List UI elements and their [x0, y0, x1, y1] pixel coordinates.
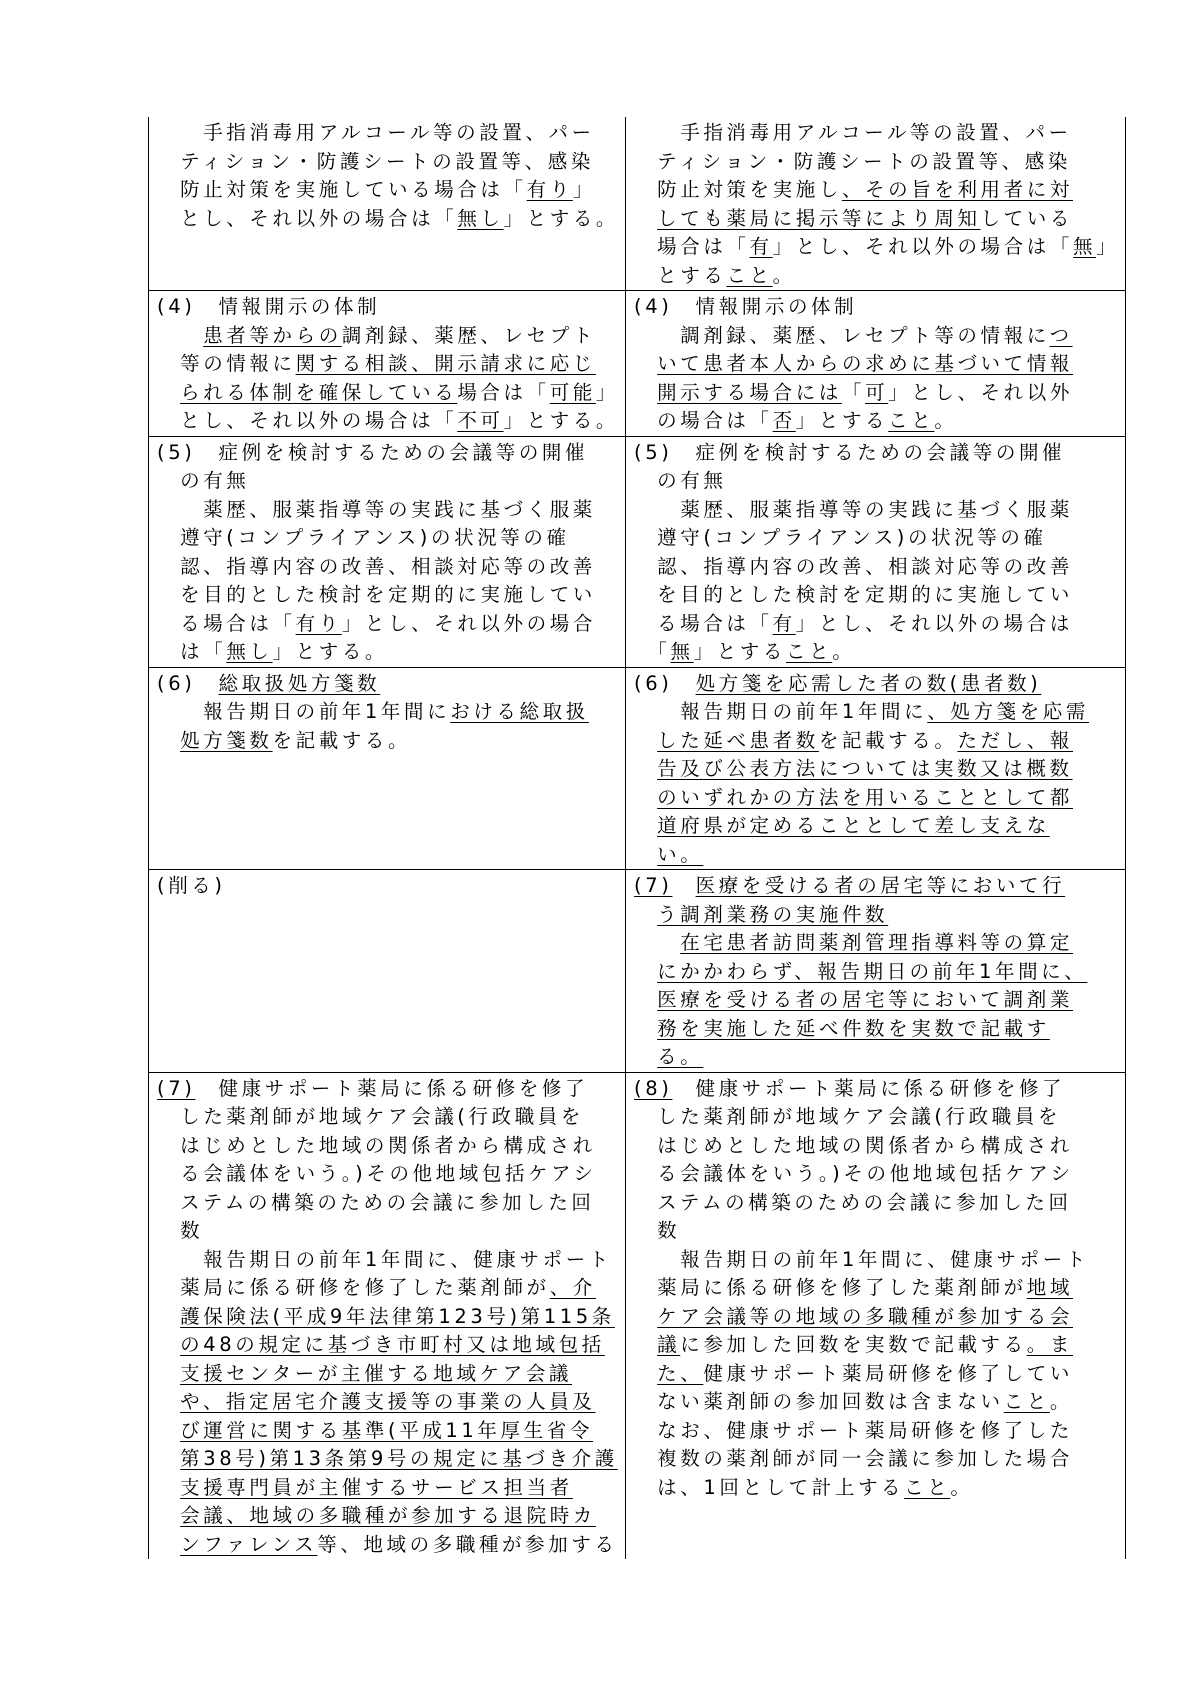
amended-text: こと	[786, 640, 833, 663]
amended-text: 有	[749, 235, 773, 258]
amended-text: た、	[657, 1361, 704, 1385]
text-segment: 防止対策を実施している場合は「	[157, 178, 527, 201]
text-segment	[157, 729, 180, 752]
text-segment: る会議体をいう。)その他地域包括ケアシ	[634, 1162, 1074, 1185]
text-segment: 」とする	[693, 640, 786, 663]
new-text-cell	[626, 1072, 1126, 1559]
amended-text: る。	[657, 1045, 704, 1068]
text-line	[634, 350, 1119, 379]
text-segment	[634, 757, 657, 780]
text-segment	[634, 1305, 657, 1328]
text-line	[634, 176, 1119, 205]
text-line	[634, 1075, 1119, 1104]
text-line	[157, 698, 619, 727]
text-segment: 防止対策を実施し	[634, 178, 842, 201]
text-segment: の有無	[157, 469, 250, 492]
amended-text: 有り	[526, 178, 573, 201]
text-line	[634, 1417, 1119, 1446]
text-segment: 」とする	[795, 409, 889, 432]
text-line	[157, 610, 619, 639]
text-line	[634, 1274, 1119, 1303]
amended-text: 。ま	[1026, 1333, 1073, 1356]
text-line	[157, 872, 619, 901]
text-segment	[634, 1333, 657, 1356]
text-segment	[157, 324, 203, 347]
text-line	[634, 841, 1119, 870]
amended-text: ケア会議等の地域の多職種が参加する会	[657, 1304, 1073, 1328]
text-segment: 手指消毒用アルコール等の設置、パー	[634, 121, 1072, 144]
text-line	[157, 1474, 619, 1503]
text-line	[157, 670, 619, 699]
text-line	[634, 581, 1119, 610]
table-row	[149, 1072, 1126, 1559]
amended-text: 告及び公表方法については実数又は概数	[657, 757, 1073, 780]
old-text-cell	[149, 667, 626, 870]
text-segment: 調剤録、薬歴、レセプト等の情報に	[634, 323, 1050, 347]
amended-text: ンファレンス	[180, 1532, 318, 1556]
text-line	[634, 812, 1119, 841]
text-line	[634, 1160, 1119, 1189]
text-segment	[634, 814, 657, 837]
amended-text: 道府県が定めることとして差し支えな	[657, 814, 1050, 837]
text-segment: 」	[572, 178, 596, 201]
text-line	[634, 727, 1119, 756]
text-segment: 健康サポート薬局に係る研修を修了	[195, 1076, 589, 1100]
amended-text: 地域	[1026, 1276, 1073, 1299]
text-line	[157, 581, 619, 610]
text-segment: 薬局に係る研修を修了した薬剤師が	[634, 1276, 1027, 1299]
text-line	[157, 439, 619, 468]
text-segment: 」とし、それ以外の場合は	[795, 611, 1073, 635]
text-segment: を目的とした検討を定期的に実施してい	[157, 583, 596, 606]
amended-text: 支援センターが主催する地域ケア会議	[180, 1361, 573, 1385]
text-line	[634, 1331, 1119, 1360]
text-line	[157, 350, 619, 379]
text-segment: 等、地域の多職種が参加する	[317, 1532, 618, 1556]
text-line	[634, 610, 1119, 639]
table-row	[149, 291, 1126, 437]
text-segment: 等の情報に	[157, 352, 296, 375]
text-line	[634, 1043, 1119, 1072]
amended-text: 無	[1072, 235, 1097, 258]
amended-text: 務を実施した延べ件数を実数で記載す	[657, 1016, 1050, 1040]
amended-text: や、指定居宅介護支援等の事業の人員及	[180, 1390, 596, 1413]
text-segment: (6)	[157, 671, 219, 695]
text-line	[634, 755, 1119, 784]
text-line	[634, 1217, 1119, 1246]
amended-text: した延べ患者数	[657, 728, 819, 752]
amended-text: 可能	[549, 380, 596, 404]
text-segment: した薬剤師が地域ケア会議(行政職員を	[634, 1105, 1062, 1128]
old-text-cell	[149, 291, 626, 437]
amended-text: 有り	[295, 611, 342, 635]
text-segment: 」とする。	[503, 206, 620, 230]
amended-text: 、介	[549, 1276, 596, 1299]
text-line	[634, 638, 1119, 667]
amended-text: にかかわらず、報告期日の前年1年間に、	[657, 959, 1088, 983]
text-segment: 報告期日の前年1年間に	[157, 700, 451, 723]
text-segment: は「	[157, 640, 227, 663]
text-segment: 。	[934, 409, 958, 432]
text-line	[157, 407, 619, 436]
text-segment	[634, 1045, 657, 1068]
text-line	[157, 1274, 619, 1303]
new-text-cell	[626, 291, 1126, 437]
amended-text: 、処方箋を応需	[927, 700, 1089, 723]
amended-text: う調剤業務の実施件数	[657, 902, 889, 926]
text-line	[634, 1388, 1119, 1417]
text-segment: 。	[1049, 1390, 1073, 1413]
text-segment: 認、指導内容の改善、相談対応等の改善	[157, 554, 596, 578]
amended-text: ただし、報	[957, 728, 1073, 752]
text-line	[157, 1502, 619, 1531]
amended-text: 無	[670, 640, 694, 663]
text-line	[157, 1217, 619, 1246]
text-segment	[634, 1362, 657, 1385]
text-segment	[157, 1447, 180, 1470]
amended-text: 支援専門員が主催するサービス担当者	[180, 1475, 573, 1499]
text-segment: 薬歴、服薬指導等の実践に基づく服薬	[157, 497, 596, 521]
text-segment: を記載する。	[818, 728, 958, 752]
text-line	[634, 233, 1119, 262]
text-segment: 。	[832, 640, 856, 663]
table-row	[149, 436, 1126, 667]
text-segment: 」とする。	[272, 640, 389, 663]
amended-text: (8)	[634, 1076, 673, 1100]
amended-text: こと	[904, 1475, 951, 1499]
text-line	[634, 1360, 1119, 1389]
text-line	[634, 958, 1119, 987]
amended-text: 、その旨を利用者に対	[841, 178, 1073, 201]
text-line	[634, 901, 1119, 930]
amended-text: おける総取扱	[450, 700, 589, 723]
text-segment: 報告期日の前年1年間に、健康サポート	[634, 1247, 1089, 1271]
text-line	[634, 467, 1119, 496]
text-segment: 薬歴、服薬指導等の実践に基づく服薬	[634, 497, 1073, 521]
text-line	[157, 119, 619, 148]
text-segment: の場合は「	[634, 409, 773, 432]
text-segment	[157, 1333, 180, 1356]
old-text-cell	[149, 436, 626, 667]
amended-text: 処方箋数	[180, 728, 273, 752]
amended-text: 会議、地域の多職種が参加する退院時カ	[180, 1504, 596, 1527]
text-segment: 数	[634, 1219, 681, 1242]
text-segment: (削る)	[157, 874, 226, 897]
text-segment: 薬局に係る研修を修了した薬剤師が	[157, 1276, 550, 1299]
text-line	[157, 496, 619, 525]
text-line	[157, 1132, 619, 1161]
text-segment: している	[980, 206, 1073, 230]
amended-text: 可	[865, 380, 889, 404]
old-text-cell	[149, 870, 626, 1073]
text-segment: を記載する。	[272, 728, 412, 752]
text-line	[157, 293, 619, 322]
amended-text: (7)	[157, 1076, 196, 1100]
amended-text: 第38号)第13条第9号の規定に基づき介護	[180, 1447, 618, 1470]
text-segment: る場合は「	[157, 611, 296, 635]
text-line	[634, 1445, 1119, 1474]
text-segment	[157, 1533, 180, 1556]
new-text-cell	[626, 667, 1126, 870]
text-line	[634, 205, 1119, 234]
text-line	[157, 322, 619, 351]
table-row	[149, 667, 1126, 870]
amended-text: 無し	[457, 206, 504, 230]
amended-text: 不可	[457, 409, 504, 432]
text-line	[157, 1189, 619, 1218]
amended-text: 有	[772, 611, 796, 635]
text-segment	[634, 786, 657, 809]
table-row	[149, 117, 1126, 291]
text-line	[157, 1417, 619, 1446]
amended-text: 患者等からの	[203, 323, 342, 347]
text-segment: (4) 情報開示の体制	[634, 295, 858, 318]
text-segment: ない薬剤師の参加回数は含まない	[634, 1390, 1004, 1413]
text-segment: る場合は「	[634, 611, 773, 635]
text-line	[634, 407, 1119, 436]
text-segment	[157, 1362, 180, 1385]
text-line	[157, 1445, 619, 1474]
text-segment: 。	[772, 263, 796, 287]
text-segment: に参加した回数を実数で記載する	[680, 1333, 1027, 1356]
text-segment: (5) 症例を検討するための会議等の開催	[634, 440, 1066, 464]
text-line	[157, 1303, 619, 1332]
text-segment: を目的とした検討を定期的に実施してい	[634, 583, 1073, 606]
text-line	[634, 1132, 1119, 1161]
text-segment	[634, 843, 657, 866]
text-segment: ステムの構築のための会議に参加した回	[634, 1190, 1072, 1214]
old-text-cell	[149, 1072, 626, 1559]
text-segment: とする	[634, 263, 727, 287]
text-line	[634, 293, 1119, 322]
text-line	[634, 379, 1119, 408]
text-line	[634, 698, 1119, 727]
text-segment: ステムの構築のための会議に参加した回	[157, 1190, 595, 1214]
text-line	[157, 1160, 619, 1189]
text-segment	[634, 729, 657, 752]
amended-text: 無し	[226, 640, 273, 663]
text-line	[634, 496, 1119, 525]
amended-text: られる体制を確保している	[180, 380, 458, 404]
text-segment	[157, 1305, 180, 1328]
text-line	[157, 1331, 619, 1360]
table-row	[149, 870, 1126, 1073]
text-segment: 複数の薬剤師が同一会議に参加した場合	[634, 1447, 1073, 1470]
amended-text: いて患者本人からの求めに基づいて情報	[657, 352, 1073, 375]
text-segment	[157, 1476, 180, 1499]
text-segment: はじめとした地域の関係者から構成され	[634, 1133, 1073, 1157]
text-segment: 健康サポート薬局研修を修了してい	[703, 1361, 1073, 1385]
amended-text: (7)	[634, 874, 673, 897]
amended-text: 関する相談、開示請求に応じ	[295, 352, 596, 375]
text-segment	[157, 381, 180, 404]
text-line	[634, 262, 1119, 291]
text-line	[634, 524, 1119, 553]
text-segment: 」とし、それ以外の場合	[341, 611, 596, 635]
text-segment	[157, 1419, 180, 1442]
text-line	[157, 638, 619, 667]
text-line	[634, 439, 1119, 468]
amended-text: 議	[657, 1333, 681, 1356]
text-line	[157, 1075, 619, 1104]
text-line	[634, 872, 1119, 901]
text-segment: 「	[634, 640, 671, 663]
text-line	[157, 1531, 619, 1560]
comparison-table	[148, 117, 1126, 1559]
amended-text: つ	[1049, 323, 1073, 347]
amended-text: の48の規定に基づき市町村又は地域包括	[180, 1333, 605, 1356]
amended-text: こと	[726, 263, 773, 287]
text-line	[634, 1303, 1119, 1332]
text-line	[157, 205, 619, 234]
text-line	[157, 467, 619, 496]
text-line	[157, 1388, 619, 1417]
text-segment: は、1回として計上する	[634, 1475, 905, 1499]
text-segment: ティション・防護シートの設置等、感染	[634, 149, 1071, 173]
text-segment	[634, 903, 657, 926]
text-segment: 」とする。	[503, 409, 620, 432]
text-segment: 」	[1096, 235, 1120, 258]
text-segment	[634, 1017, 657, 1040]
text-segment: 健康サポート薬局に係る研修を修了	[672, 1076, 1066, 1100]
amended-text: い。	[657, 842, 704, 866]
text-line	[157, 148, 619, 177]
text-line	[157, 524, 619, 553]
text-line	[634, 1246, 1119, 1275]
text-segment: 」	[595, 380, 620, 404]
text-segment: る会議体をいう。)その他地域包括ケアシ	[157, 1162, 597, 1185]
text-segment: はじめとした地域の関係者から構成され	[157, 1133, 596, 1157]
text-segment	[634, 352, 657, 375]
text-segment: (4) 情報開示の体制	[157, 295, 381, 318]
text-segment: 遵守(コンプライアンス)の状況等の確	[634, 526, 1047, 549]
text-segment: した薬剤師が地域ケア会議(行政職員を	[157, 1105, 585, 1128]
amended-text: しても薬局に掲示等により周知	[657, 206, 981, 230]
new-text-cell	[626, 870, 1126, 1073]
text-line	[157, 379, 619, 408]
amended-text: び運営に関する基準(平成11年厚生省令	[180, 1418, 593, 1442]
text-segment: 」とし、それ以外	[888, 380, 1073, 404]
text-segment: とし、それ以外の場合は「	[157, 409, 458, 432]
text-line	[157, 1103, 619, 1132]
text-segment: とし、それ以外の場合は「	[157, 206, 458, 230]
amended-text: 医療を受ける者の居宅等において行	[695, 874, 1066, 897]
text-line	[634, 784, 1119, 813]
text-line	[634, 1015, 1119, 1044]
text-line	[157, 1246, 619, 1275]
text-segment: 「	[841, 380, 866, 404]
text-line	[157, 1360, 619, 1389]
text-line	[634, 119, 1119, 148]
text-segment: 」とし、それ以外の場合は「	[772, 235, 1073, 258]
text-line	[157, 176, 619, 205]
text-segment	[157, 1390, 180, 1413]
text-segment: 手指消毒用アルコール等の設置、パー	[157, 121, 595, 144]
text-segment: 場合は「	[457, 380, 550, 404]
amended-text: 医療を受ける者の居宅等において調剤業	[657, 988, 1073, 1011]
text-line	[157, 727, 619, 756]
text-segment: 遵守(コンプライアンス)の状況等の確	[157, 526, 570, 549]
text-line	[634, 553, 1119, 582]
text-line	[634, 986, 1119, 1015]
text-segment: の有無	[634, 469, 727, 492]
text-line	[634, 1103, 1119, 1132]
text-segment: (5) 症例を検討するための会議等の開催	[157, 440, 589, 464]
new-text-cell	[626, 117, 1126, 291]
text-segment	[157, 1504, 180, 1527]
text-segment	[634, 207, 657, 230]
text-segment: 報告期日の前年1年間に、健康サポート	[157, 1247, 612, 1271]
amended-text: 在宅患者訪問薬剤管理指導料等の算定	[680, 931, 1073, 954]
text-segment: なお、健康サポート薬局研修を修了した	[634, 1418, 1073, 1442]
text-line	[157, 553, 619, 582]
text-segment	[634, 960, 657, 983]
text-segment: 場合は「	[634, 235, 750, 258]
amended-text: 開示する場合には	[657, 380, 842, 404]
amended-text: 護保険法(平成9年法律第123号)第115条	[180, 1304, 615, 1328]
text-segment	[634, 381, 657, 404]
amended-text: こと	[1003, 1390, 1050, 1413]
text-segment: 報告期日の前年1年間に	[634, 700, 928, 723]
amended-text: 否	[772, 409, 796, 432]
new-text-cell	[626, 436, 1126, 667]
text-segment	[634, 988, 657, 1011]
text-segment: 認、指導内容の改善、相談対応等の改善	[634, 554, 1073, 578]
amended-text: のいずれかの方法を用いることとして都	[657, 785, 1073, 809]
amended-text: 処方箋を応需した者の数(患者数)	[695, 671, 1042, 695]
text-line	[634, 670, 1119, 699]
text-segment	[634, 931, 680, 954]
amended-text: 総取扱処方箋数	[218, 671, 381, 695]
text-segment: 調剤録、薬歴、レセプト	[341, 323, 596, 347]
text-line	[634, 148, 1119, 177]
text-line	[634, 1474, 1119, 1503]
table-body	[149, 117, 1126, 1559]
old-text-cell	[149, 117, 626, 291]
text-line	[634, 929, 1119, 958]
text-segment	[672, 874, 695, 897]
text-segment: 。	[950, 1475, 974, 1499]
text-segment: (6)	[634, 671, 696, 695]
text-segment: 数	[157, 1219, 204, 1242]
text-segment: ティション・防護シートの設置等、感染	[157, 149, 594, 173]
amended-text: こと	[888, 409, 935, 432]
text-line	[634, 1189, 1119, 1218]
text-line	[634, 322, 1119, 351]
